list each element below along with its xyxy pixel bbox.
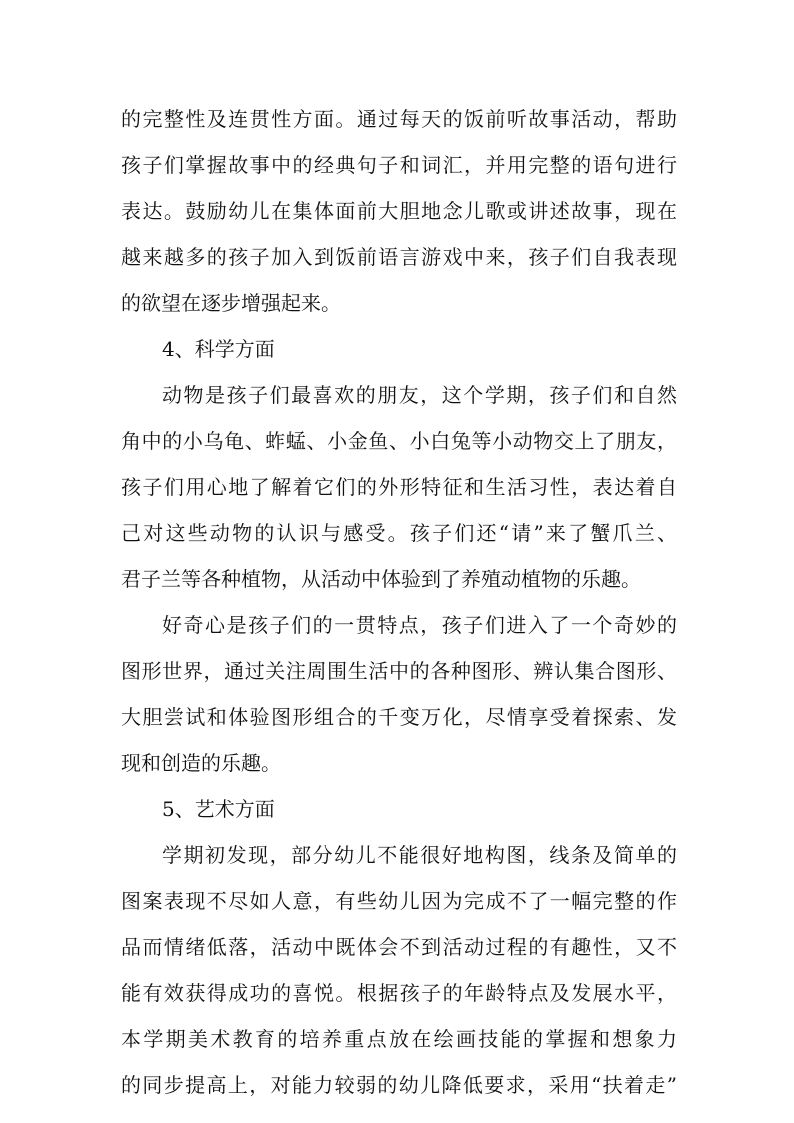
text-line: 本学期美术教育的培养重点放在绘画技能的掌握和想象力 xyxy=(121,1027,677,1051)
document-body xyxy=(121,96,677,1108)
text-line: 角中的小乌龟、蚱蜢、小金鱼、小白兔等小动物交上了朋友， xyxy=(121,429,677,453)
text-line: 的同步提高上，对能力较弱的幼儿降低要求，采用“扶着走” xyxy=(121,1073,677,1097)
text-line: 好奇心是孩子们的一贯特点，孩子们进入了一个奇妙的 xyxy=(162,613,677,637)
heading-text: 4、科学方面 xyxy=(162,337,275,361)
paragraph xyxy=(121,832,677,1108)
text-line: 现和创造的乐趣。 xyxy=(121,751,281,775)
text-line: 的完整性及连贯性方面。通过每天的饭前听故事活动，帮助 xyxy=(121,107,677,131)
text-line: 孩子们掌握故事中的经典句子和词汇，并用完整的语句进行 xyxy=(121,153,677,177)
text-line: 能有效获得成功的喜悦。根据孩子的年龄特点及发展水平， xyxy=(121,981,677,1005)
text-line: 君子兰等各种植物，从活动中体验到了养殖动植物的乐趣。 xyxy=(121,567,641,591)
text-line: 图形世界，通过关注周围生活中的各种图形、辨认集合图形、 xyxy=(121,659,677,683)
paragraph xyxy=(121,372,677,602)
text-line: 越来越多的孩子加入到饭前语言游戏中来，孩子们自我表现 xyxy=(121,245,677,269)
text-line: 的欲望在逐步增强起来。 xyxy=(121,291,341,315)
heading-text: 5、艺术方面 xyxy=(162,797,275,821)
text-line: 图案表现不尽如人意，有些幼儿因为完成不了一幅完整的作 xyxy=(121,889,677,913)
text-line: 品而情绪低落，活动中既体会不到活动过程的有趣性，又不 xyxy=(121,935,677,959)
paragraph xyxy=(121,602,677,786)
paragraph xyxy=(121,96,677,326)
text-line: 孩子们用心地了解着它们的外形特征和生活习性，表达着自 xyxy=(121,475,677,499)
section-heading xyxy=(121,786,677,832)
text-line: 大胆尝试和体验图形组合的千变万化，尽情享受着探索、发 xyxy=(121,705,677,729)
text-line: 表达。鼓励幼儿在集体面前大胆地念儿歌或讲述故事，现在 xyxy=(121,199,677,223)
text-line: 学期初发现，部分幼儿不能很好地构图，线条及简单的 xyxy=(162,843,677,867)
text-line: 己对这些动物的认识与感受。孩子们还“请”来了蟹爪兰、 xyxy=(121,521,677,545)
section-heading xyxy=(121,326,677,372)
text-line: 动物是孩子们最喜欢的朋友，这个学期，孩子们和自然 xyxy=(162,383,677,407)
